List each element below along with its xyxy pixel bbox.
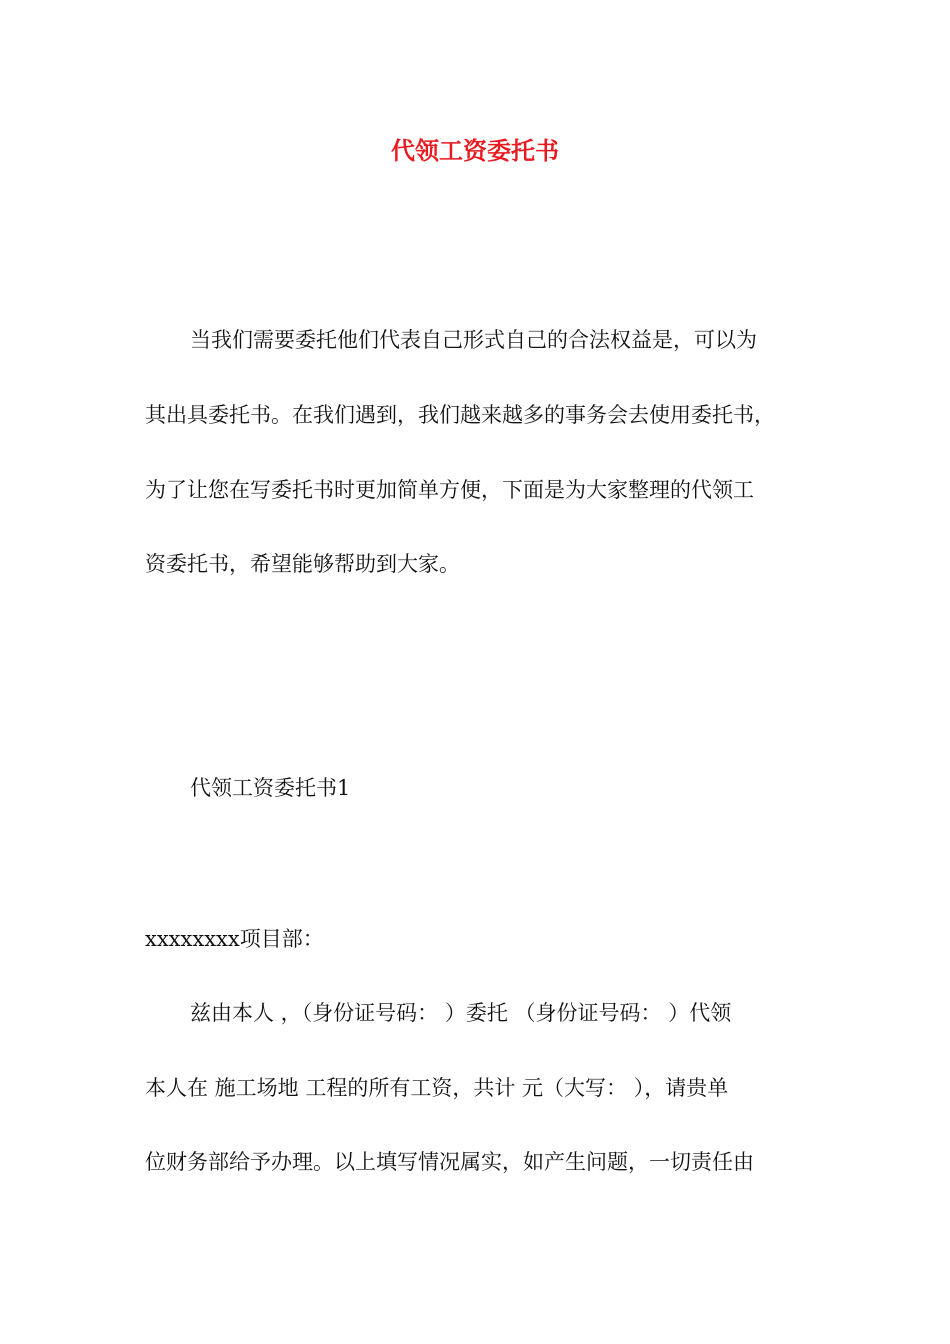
intro-line-3: 为了让您在写委托书时更加简单方便，下面是为大家整理的代领工: [145, 478, 754, 502]
body-line-3: 位财务部给予办理。以上填写情况属实，如产生问题，一切责任由: [145, 1150, 754, 1174]
section-heading: 代领工资委托书1: [190, 776, 351, 800]
intro-line-1: 当我们需要委托他们代表自己形式自己的合法权益是，可以为: [190, 328, 757, 352]
body-line-1: 兹由本人 ，（身份证号码： ）委托 （身份证号码： ）代领: [190, 1001, 732, 1025]
document-title: 代领工资委托书: [391, 136, 559, 165]
addressee: xxxxxxxx项目部：: [145, 927, 324, 951]
body-line-2: 本人在 施工场地 工程的所有工资，共计 元（大写： ），请贵单: [145, 1076, 729, 1100]
intro-line-2: 其出具委托书。在我们遇到，我们越来越多的事务会去使用委托书，: [145, 403, 775, 427]
intro-line-4: 资委托书，希望能够帮助到大家。: [145, 552, 460, 576]
